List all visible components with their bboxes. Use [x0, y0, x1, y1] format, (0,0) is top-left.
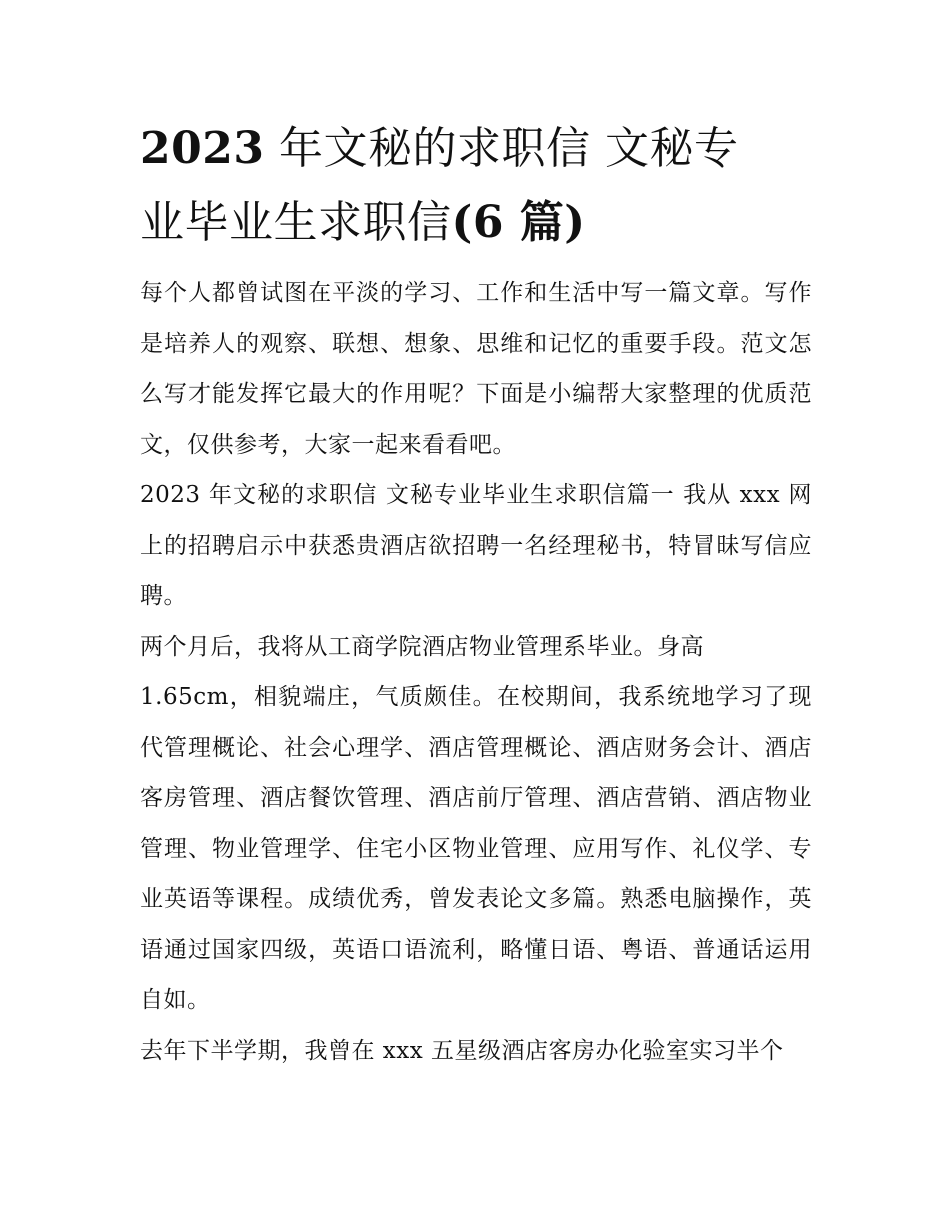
internship-paragraph: 去年下半学期，我曾在 xxx 五星级酒店客房办化验室实习半个 — [140, 1037, 784, 1064]
document-page — [140, 112, 812, 1076]
title-year: 2023 — [140, 123, 265, 174]
intro-paragraph: 每个人都曾试图在平淡的学习、工作和生活中写一篇文章。写作是培养人的观察、联想、想象、思维和记忆的重要手段。范文怎么写才能发挥它最大的作用呢？下面是小编帮大家整理的优质范文，仅供参考，大家一起来看看吧。 — [140, 280, 812, 458]
qualifications-paragraph: 1.65cm，相貌端庄，气质颇佳。在校期间，我系统地学习了现代管理概论、社会心理学、酒店管理概论、酒店财务会计、酒店客房管理、酒店餐饮管理、酒店前厅管理、酒店营销、酒店物业管理、物业管理学、住宅小区物业管理、应用写作、礼仪学、专业英语等课程。成绩优秀，曾发表论文多篇。熟悉电脑操作，英语通过国家四级，英语口语流利，略懂日语、粤语、普通话运用自如。 — [140, 684, 812, 1013]
title-count: (6 篇) — [451, 197, 586, 248]
graduation-paragraph: 两个月后，我将从工商学院酒店物业管理系毕业。身高 — [140, 633, 704, 660]
page-title — [140, 112, 812, 260]
title-line-2: 业毕业生求职信 — [140, 197, 452, 248]
title-line-1: 年文秘的求职信 文秘专 — [264, 123, 739, 174]
letter-opening-paragraph: 2023 年文秘的求职信 文秘专业毕业生求职信篇一 我从 xxx 网上的招聘启示中获悉贵酒店欲招聘一名经理秘书，特冒昧写信应聘。 — [140, 482, 812, 609]
